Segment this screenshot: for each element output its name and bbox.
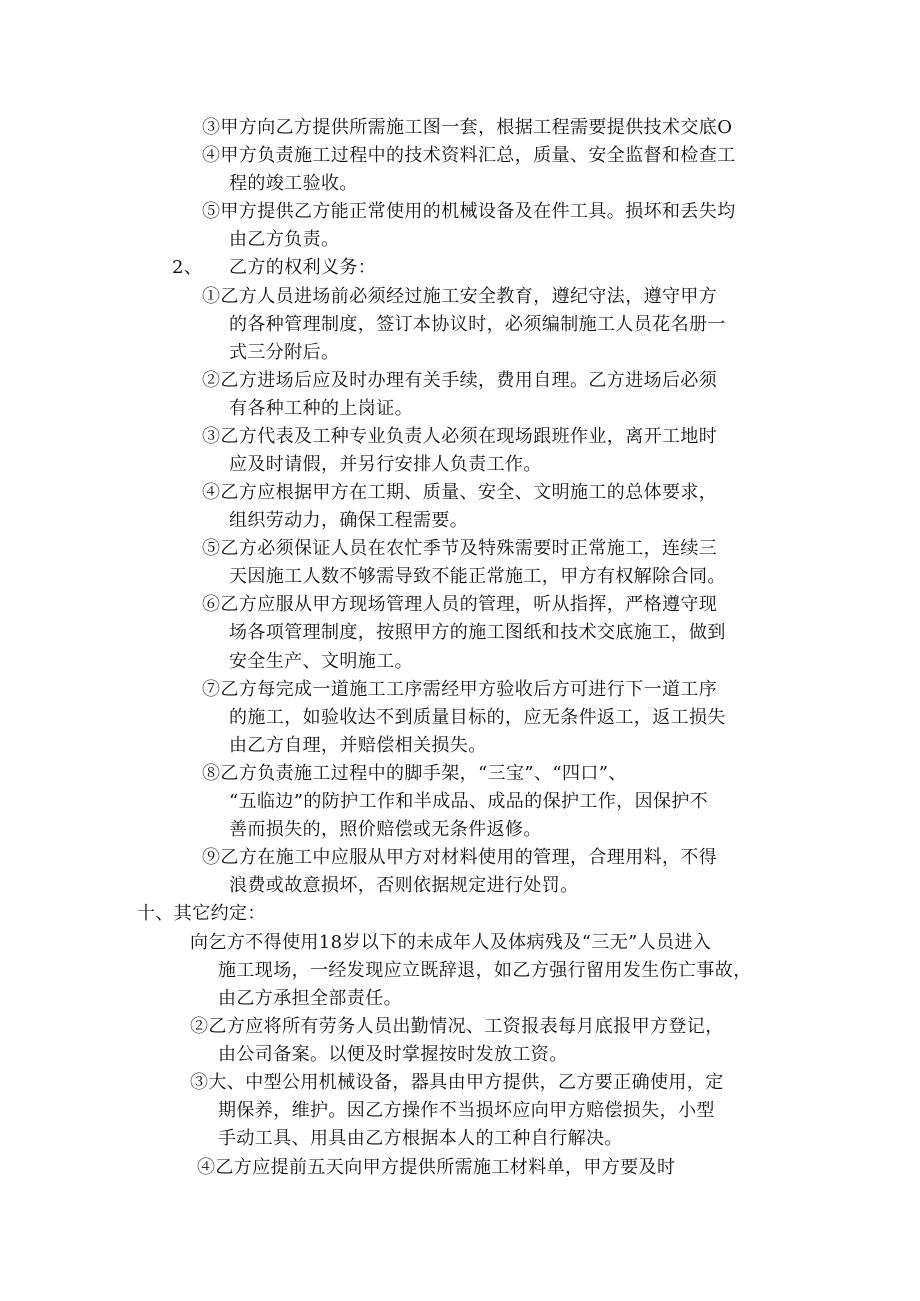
- party-b-item-1-line-1: ①乙方人员进场前必须经过施工安全教育，遵纪守法，遵守甲方: [202, 286, 718, 307]
- party-b-heading-title: 乙方的权利义务：: [229, 257, 377, 278]
- party-a-item-4-line-2: 程的竣工验收。: [229, 173, 358, 194]
- section-10-item-4-line-1: ④乙方应提前五天向甲方提供所需施工材料单，甲方要及时: [197, 1157, 676, 1178]
- party-b-item-6-line-3: 安全生产、文明施工。: [229, 651, 413, 672]
- party-a-item-5-line-1: ⑤甲方提供乙方能正常使用的机械设备及在件工具。损坏和丢失均: [202, 201, 736, 222]
- party-a-item-3-line-1: ③甲方向乙方提供所需施工图一套，根据工程需要提供技术交底O: [202, 117, 733, 138]
- party-a-item-5-line-2: 由乙方负责。: [229, 229, 340, 250]
- party-b-item-6-line-2: 场各项管理制度，按照甲方的施工图纸和技术交底施工，做到: [229, 622, 726, 643]
- section-10-heading: 十、其它约定：: [137, 903, 266, 924]
- party-b-item-5-line-2: 天因施工人数不够需导致不能正常施工，甲方有权解除合同。: [229, 566, 726, 587]
- party-b-item-6-line-1: ⑥乙方应服从甲方现场管理人员的管理，听从指挥，严格遵守现: [202, 594, 718, 615]
- section-10-item-1-line-3: 由乙方承担全部责任。: [218, 988, 402, 1009]
- party-b-item-7-line-2: 的施工，如验收达不到质量目标的，应无条件返工，返工损失: [229, 707, 726, 728]
- party-b-item-3-line-2: 应及时请假，并另行安排人负责工作。: [229, 454, 542, 475]
- section-10-item-3-line-3: 手动工具、用具由乙方根据本人的工种自行解决。: [218, 1128, 623, 1149]
- party-b-item-7-line-3: 由乙方自理，并赔偿相关损失。: [229, 735, 487, 756]
- party-b-item-9-line-1: ⑨乙方在施工中应服从甲方对材料使用的管理，合理用料，不得: [202, 847, 718, 868]
- party-b-item-8-line-3: 善而损失的，照价赔偿或无条件返修。: [229, 819, 542, 840]
- party-b-item-5-line-1: ⑤乙方必须保证人员在农忙季节及特殊需要时正常施工，连续三: [202, 538, 718, 559]
- party-b-item-2-line-1: ②乙方进场后应及时办理有关手续，费用自理。乙方进场后必须: [202, 370, 718, 391]
- party-b-heading-number: 2、: [172, 257, 203, 278]
- party-b-item-1-line-2: 的各种管理制度，签订本协议时，必须编制施工人员花名册一: [229, 314, 726, 335]
- party-b-item-8-line-1: ⑧乙方负责施工过程中的脚手架，“三宝”、“四口”、: [202, 763, 627, 784]
- section-10-item-3-line-2: 期保养，维护。因乙方操作不当损坏应向甲方赔偿损失，小型: [218, 1100, 715, 1121]
- party-b-item-7-line-1: ⑦乙方每完成一道施工工序需经甲方验收后方可进行下一道工序: [202, 679, 718, 700]
- section-10-item-1-line-2: 施工现场，一经发现应立既辞退，如乙方强行留用发生伤亡事故，: [218, 960, 752, 981]
- party-b-item-9-line-2: 浪费或故意损坏，否则依据规定进行处罚。: [229, 875, 579, 896]
- section-10-item-2-line-2: 由公司备案。以便及时掌握按时发放工资。: [218, 1044, 568, 1065]
- section-10-item-1-line-1: 向乞方不得使用18岁以下的未成年人及体病残及“三无”人员进入: [190, 932, 712, 953]
- party-b-item-1-line-3: 式三分附后。: [229, 342, 340, 363]
- section-10-item-2-line-1: ②乙方应将所有劳务人员出勤情况、工资报表每月底报甲方登记，: [190, 1016, 724, 1037]
- party-a-item-4-line-1: ④甲方负责施工过程中的技术资料汇总，质量、安全监督和检查工: [202, 145, 736, 166]
- party-b-item-3-line-1: ③乙方代表及工种专业负责人必须在现场跟班作业，离开工地时: [202, 426, 718, 447]
- section-10-item-3-line-1: ③大、中型公用机械设备，器具由甲方提供，乙方要正确使用，定: [190, 1072, 724, 1093]
- party-b-item-2-line-2: 有各种工种的上岗证。: [229, 398, 413, 419]
- party-b-item-4-line-2: 组织劳动力，确保工程需要。: [229, 510, 469, 531]
- party-b-item-8-line-2: “五临边”的防护工作和半成品、成品的保护工作，因保护不: [229, 791, 709, 812]
- party-b-item-4-line-1: ④乙方应根据甲方在工期、质量、安全、文明施工的总体要求，: [202, 482, 718, 503]
